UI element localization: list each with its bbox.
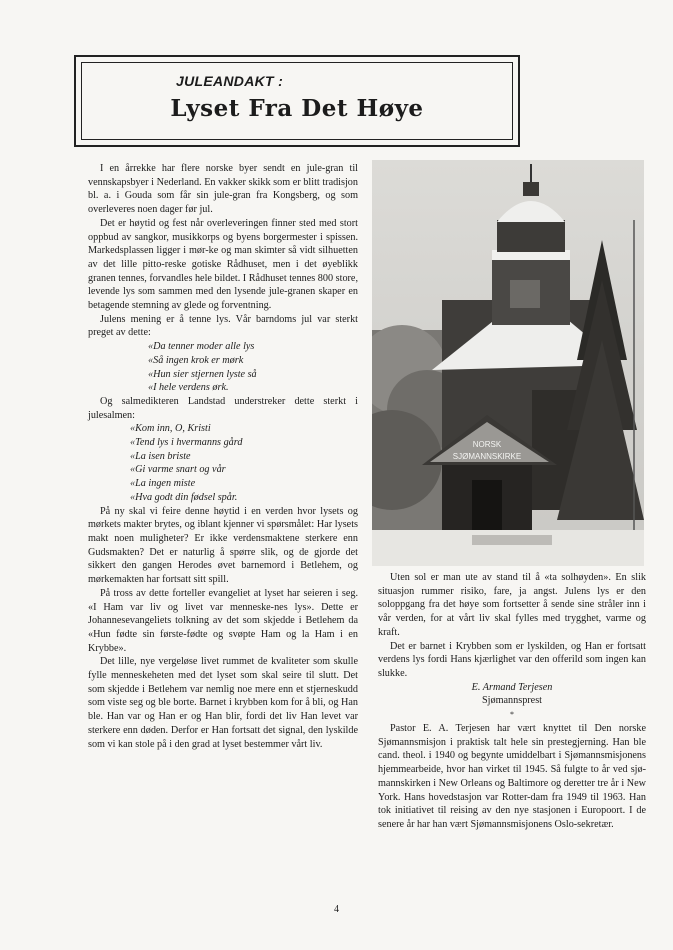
paragraph: På ny skal vi feire denne høytid i en verden hvor lysets og mørkets makter brytes, og iblant kjenner vi spørsmålet: Har lysets makt noen muligheter? Er ikke verdensmaktene sterkere enn Gudsmakten? Det er naturlig å spørre slik, og de gjorde det sikkert den gangen Herodes øvet barnemord i Betlehem, og mørkemakten har fortsatt sitt spill. [88, 505, 358, 586]
verse-line: «La ingen miste [130, 478, 196, 490]
separator-asterisk: * [510, 710, 514, 720]
author-name: E. Armand Terjesen [471, 681, 553, 693]
verse-line: «Tend lys i hvermanns gård [130, 437, 243, 449]
paragraph: Det er barnet i Krybben som er lyskilden, og Han er fortsatt verdens lys fordi Hans kjærlighet var den offerild som ingen kan slukke. [378, 640, 646, 679]
title-inner-frame [81, 62, 513, 140]
left-text-column [88, 162, 358, 751]
verse-line: «Da tenner moder alle lys [148, 341, 255, 353]
paragraph: I en årrekke har flere norske byer sendt en jule-gran til vennskapsbyer i Nederland. En vakker skikk som er blitt tradisjon bl. a. i Gouda som får sin jule-gran fra Kongsberg, og som overleveres noen dager før jul. [88, 163, 358, 216]
norwegian-seamens-church-image [372, 160, 644, 566]
paragraph: Julens mening er å tenne lys. Vår barndoms jul var sterkt preget av dette: [88, 313, 358, 339]
verse-line: «Kom inn, O, Kristi [130, 423, 211, 435]
right-text-column [378, 571, 646, 832]
article-title: Lyset Fra Det Høye [170, 95, 424, 122]
verse-line: «I hele verdens ørk. [148, 382, 229, 394]
paragraph: Pastor E. A. Terjesen har vært knyttet til Den norske Sjømannsmisjon i praktisk talt hele sin prestegjerning. Han ble cand. theol. i 1940 og begynte umiddelbart i Sjømannsmisjonens hjemmearbeide, hvor han virket til 1945. Så fulgte to år ved sjø-mannskirken i New Orleans og Baltimore og deretter tre år i New York. Hans hovedstasjon var Rotter-dam fra 1949 til 1963. Han tok initiativet til reising av den nye stasjonen i Europoort. I de senere år har han vært Sjømannsmisjonens Oslo-sekretær. [378, 723, 646, 830]
church-photo [372, 160, 644, 566]
paragraph: Og salmedikteren Landstad understreker dette sterkt i julesalmen: [88, 395, 358, 421]
paragraph: På tross av dette forteller evangeliet at lyset har seieren i seg. «I Ham var liv og livet var menneske-nes lys». Dette er Johannesevangeliets tolkning av det som skjedde i Betlehem da «Hun fødte sin første-fødte og svøpte Ham og la Ham i en Krybbe». [88, 587, 358, 654]
author-title: Sjømannsprest [482, 695, 542, 707]
title-box [74, 55, 520, 147]
verse-line: «Hva godt din fødsel spår. [130, 491, 238, 503]
verse-line: «Gi varme snart og vår [130, 464, 226, 476]
sign-text-church: SJØMANNSKIRKE [452, 452, 522, 461]
paragraph: Det er høytid og fest når overleveringen finner sted med stort oppbud av sangkor, musikkorps og byens borgermester i spissen. Markedsplassen ligger i mør-ke og man skimter så vidt silhuetten av det lille pitto-reske gotiske Rådhuset, men i det øyeblikk granen tennes, forvandles hele bildet. I Rådhuset tennes 800 store, levende lys som sammen med den lysende jule-granen skaper en betagende stemning av glede og forventning. [88, 217, 358, 312]
section-kicker: JULEANDAKT : [176, 73, 284, 89]
page-number: 4 [334, 904, 339, 915]
verse-line: «La isen briste [130, 450, 191, 462]
paragraph: Det lille, nye vergeløse livet rummet de kvaliteter som skulle fylle menneskeheten med det lyset som skal seire til slutt. Det som skjedde i Betlehem var nemlig noe mere enn et stjerneskudd som viste seg og ble borte. Barnet i krybben kom for å bli, og Han ble. Han var og Han er og Han blir, fordi det liv Han levet var sterkere enn døden. Derfor er Han fortsatt det signal, den lyskilde som vi kan stole på i den grad at lyset bestemmer vårt liv. [88, 656, 358, 750]
verse-line: «Hun sier stjernen lyste så [148, 368, 257, 380]
sign-text-norsk: NORSK [472, 440, 502, 449]
verse-line: «Så ingen krok er mørk [148, 354, 244, 366]
paragraph: Uten sol er man ute av stand til å «ta solhøyden». En slik situasjon rummer risiko, fare, ja angst. Julens lys er den soloppgang fra det høye som fortsetter å sende sine stråler inn i vår verden, for at vårt liv skal fylles med trygghet, varme og kraft. [378, 572, 646, 638]
